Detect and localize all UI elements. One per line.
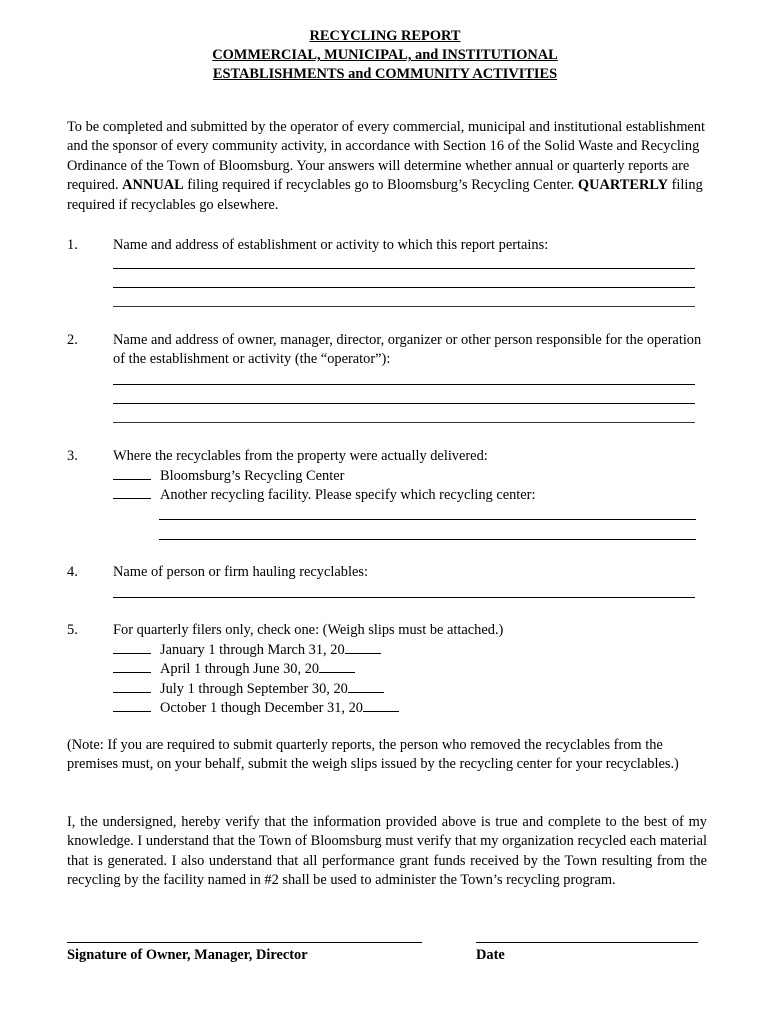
item-number: 3.: [67, 448, 78, 464]
header-subtitle-2: ESTABLISHMENTS and COMMUNITY ACTIVITIES: [212, 66, 558, 82]
intro-annual: ANNUAL: [122, 177, 184, 194]
option-label: January 1 through March 31, 20: [160, 642, 345, 658]
item-3-answer-line-2[interactable]: [159, 539, 696, 540]
intro-text-2: filing required if recyclables go to Bloomsburg’s Recycling Center.: [183, 177, 578, 194]
item-question: Where the recyclables from the property were actually delivered:: [113, 448, 488, 464]
check-blank[interactable]: [113, 485, 151, 499]
year-blank[interactable]: [363, 698, 399, 712]
option-label: July 1 through September 30, 20: [160, 681, 348, 697]
header-title: RECYCLING REPORT: [309, 28, 461, 44]
form-header: [0, 27, 770, 84]
delivery-option-another[interactable]: [113, 485, 535, 505]
signature-label: Signature of Owner, Manager, Director: [67, 947, 308, 963]
verification-paragraph: I, the undersigned, hereby verify that the information provided above is true and complete to the best of my knowledge. I understand that the Town of Bloomsburg must verify that my organization recycled each material that is generated. I also understand that all performance grant funds received by the Town resulting from the recycling by the facility named in #2 shall be used to administer the Town’s recycling program.: [67, 814, 707, 889]
item-1-answer-line-2[interactable]: [113, 287, 695, 288]
option-label: October 1 though December 31, 20: [160, 700, 364, 716]
item-3-answer-line-1[interactable]: [159, 519, 696, 520]
item-2-answer-line-2[interactable]: [113, 403, 695, 404]
item-question: Name of person or firm hauling recyclables:: [113, 564, 368, 580]
intro-text-1: To be completed and submitted by the operator of every commercial, municipal and institutional establishment and the sponsor of every community activity, in accordance with Section 16 of the Solid Waste and Recycling Ordinance of the Town of Bloomsburg. Your answers will determine whether annual or quarterly reports are required.: [67, 119, 706, 194]
signature-line[interactable]: [67, 942, 422, 943]
intro-quarterly: QUARTERLY: [577, 177, 669, 194]
item-number: 4.: [67, 564, 78, 580]
check-blank[interactable]: [113, 640, 151, 654]
year-blank[interactable]: [348, 679, 384, 693]
option-label: Another recycling facility. Please specify which recycling center:: [160, 487, 536, 503]
date-line[interactable]: [476, 942, 698, 943]
item-1-answer-line-1[interactable]: [113, 268, 695, 269]
quarter-option-q2[interactable]: [113, 659, 355, 679]
note-paragraph: (Note: If you are required to submit quarterly reports, the person who removed the recyclables from the premises must, on your behalf, submit the weigh slips issued by the recycling center for your recyclables.): [67, 737, 679, 773]
intro-text-3: filing required if recyclables go elsewhere.: [67, 177, 703, 213]
check-blank[interactable]: [113, 698, 151, 712]
quarter-option-q4[interactable]: [113, 698, 399, 718]
item-question: Name and address of establishment or activity to which this report pertains:: [113, 237, 549, 253]
item-2-answer-line-3[interactable]: [113, 422, 695, 423]
check-blank[interactable]: [113, 466, 151, 480]
quarter-option-q1[interactable]: [113, 640, 381, 660]
option-label: Bloomsburg’s Recycling Center: [160, 468, 345, 484]
item-question: For quarterly filers only, check one: (Weigh slips must be attached.): [113, 622, 504, 638]
header-subtitle-1: COMMERCIAL, MUNICIPAL, and INSTITUTIONAL: [212, 47, 558, 63]
quarter-option-q3[interactable]: [113, 679, 384, 699]
item-question: Name and address of owner, manager, director, organizer or other person responsible for the operation of the establishment or activity (the “operator”):: [113, 332, 702, 368]
option-label: April 1 through June 30, 20: [160, 661, 320, 677]
item-1-answer-line-3[interactable]: [113, 306, 695, 307]
intro-paragraph: [67, 118, 707, 215]
check-blank[interactable]: [113, 679, 151, 693]
item-number: 5.: [67, 622, 78, 638]
check-blank[interactable]: [113, 659, 151, 673]
delivery-option-bloomsburg[interactable]: [113, 466, 344, 486]
item-4-answer-line[interactable]: [113, 597, 695, 598]
item-number: 2.: [67, 332, 78, 348]
item-2-answer-line-1[interactable]: [113, 384, 695, 385]
date-label: Date: [476, 947, 505, 963]
year-blank[interactable]: [345, 640, 381, 654]
item-number: 1.: [67, 237, 78, 253]
year-blank[interactable]: [319, 659, 355, 673]
